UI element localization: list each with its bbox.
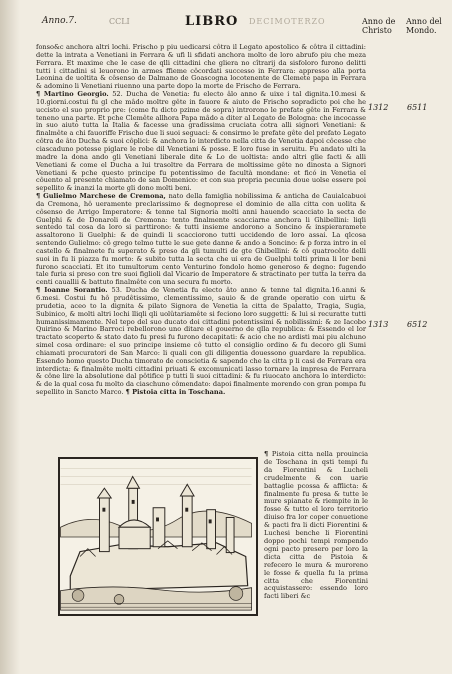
text-pistoia-body: Pistoia citta nella prouincia de Toschana in qsti tempi fu da Fiorentini & Lucheli crudelmente & con uarie battaglie pcossa & afflicta: & finalmente fu presa & tutte le mure spianate & riempite in le fosse & tutto el loro territorio diuiso fra lor coper conuetione & pacti fra li dicti Fiorentini & Luchesi benche li Fiorentini doppo pochi tempi rompendo ogni pacto presero per loro la dicta citta de Pistoia & refecero le mura & muroreno le fosse & quella fu la prima citta che Fiorentini acquistassero: essendo loro facti liberi &c [264,450,368,601]
column-head-mondo-line1: Anno del [406,17,442,26]
paragraph-martino-georgio [36,91,366,193]
paragraph-ioanne-sorantio [36,287,366,397]
page-header [42,16,442,46]
text-gulielmo: nato della famiglia nobilissima & anticha de Cauialcabuoi da Cremona, hô ueramente preclarissimo & degnoprese el dominio de alla citta con uolita & côsenso de Arrigo Imperatore: & tenne tal Signoria molti anni hauendo scacciato la secta de Guelphi & de Donaroli de Cremona: tento finalmente scacciarne anchora li Ghibellini: liqli sentedo tal cosa da loro si parttirono: & tutti insieme andorono a Soncino & inspieraramete assaltorono li Guelphi: & de quindi li scacciorono tutti uccidendo de loro assai. La qlcosa sentendo Gulielmo: cô grego telmo tutte le sue gete danne & ando a Soncino: & p forza intro in el castello & finalmete fu superato & preso da gli tumulti de gte Ghibellini: & cô quatrocêto delli suoi in fu li piazza fu morto: & subito tutta la secta che ui era de Guelphi tolti prima li lor beni furono scacciati. Et ito tumultorum cento Venturino fondolo homo generoso & degno: fugendo tale furia si preso con tre suoi figlioli dal Vicario de Imperatore & stractinato per tutta la terra da centi cauallii & battuto finalmête con una secura fu morto. [36,192,366,287]
column-head-christo-line2: Christo [362,26,392,35]
year-mondo-6511: 6511 [407,103,428,112]
paragraph-frischo: fonso&c anchora altri lochi. Frischo p piu uedicarsi côtra il Legato apostolico & côtra il cittadini: dette la intrata a Venetiani in Ferrara & ufi li sfidati anchora molto de loro abrufo piu che meza Ferrara. Et maxime che le case de qlli cittadini che gliera no cîtrarij da sisfoloro furono delitti tutti i cittadini si leuorono in armes ffieme côcordati successo in Ferrara: appresso alla porta Leonina de uoltita & côsenso de Dalmano de Goascogna locotenente de Clemete papa in Ferrara & adomino li Venetiani riuenno una parte dopo la morte de Frischo de Ferrara. [36,43,366,91]
main-text-column [36,44,366,397]
side-text-pistoia [264,451,368,601]
heading-martino-georgio: Martino Georgio. [43,90,109,99]
pilcrow-mark: ¶ [264,450,272,458]
text-pistoia [264,451,368,601]
running-head: LIBRO [185,14,239,29]
city-view-icon [60,459,256,614]
year-christo-1312: 1312 [368,103,389,112]
heading-ioanne-sorantio: Ioanne Sorantio. [44,286,108,295]
text-ioanne-sorantio: 53. Ducha de Venetia fu electo âto anno & tenne tal dignita.16.anni & 6.mesi. Costui fu hô prudêtissimo, clementissimo, sauio & de grande operatio con uirtu & prudetia, aceo to la dignita & pilato Signora de Venetia la citta de Spalatto, Tragia, Sugia, Subinico, & molti altri lochi lliqli qli uolûtariamête si feciono loro suggetti: & lui si recuratte tutti humanissimamente. Nel tepo del suo ducato doi cittadini potentissimi & nobilissimi: & ze Iacobo Quirino & Marino Barroci rebellorono uno ditare el gouerno de qlla republica: & Essendo el lor tractato scoperto & stato dato fu presi fu furono decapitati: & acio che no ardisti mai piu alchuno simel cosa ordinare: el suo principe insieme cô tutto el consiglio ordino & fu decoro gli Sumi chiamati procuratori de San Marco: li quali con gli diligentia douessono guardare la republica. Essendo homo questo Ducha timorato de conscietia & sapendo che la citta p li casi de Ferrara era interdicta: & finalmête molti cittadini priuati & excomunicati lasso tornare la impresa de Ferrara & cône lire la absolutione dal pôtifice p tutti li suoi cittadini: & fu riuocato anchora lo interdicto: & de la qual cosa fu molto da ciaschuno cômendato: dapoi finalmente morendo con gran pompa fu sepellito in Sancto Marco. [36,286,366,397]
pilcrow-mark: ¶ [125,388,133,397]
column-head-anno-christo [362,17,406,35]
column-head-anno-mondo [406,17,442,35]
paragraph-gulielmo [36,193,366,287]
heading-gulielmo: Gulielmo Marchese de Cremona, [43,192,166,201]
faint-running-head: DECIMOTERZO [249,17,326,26]
faint-page-number: CCLI [109,17,130,26]
pilcrow-mark: ¶ [36,90,44,99]
column-head-mondo-line2: Mondo. [406,26,437,35]
woodcut-city-illustration [58,457,258,616]
pilcrow-mark: ¶ [36,192,44,201]
heading-pistoia: Pistoia citta in Toschana. [132,388,226,397]
column-head-christo-line1: Anno de [362,17,396,26]
year-christo-1313: 1313 [368,320,389,329]
pilcrow-mark: ¶ [36,286,45,295]
year-mondo-6512: 6512 [407,320,428,329]
text-martino-georgio: 52. Ducha de Venetia: fu electo âlo anno & uixe i tal dignita.10.mesi & 10.giorni.costui fu gl che mâdo moltre gête in fauore & aiuto de Frischo sopradicto poi che he uccisto el suo proprio pre: (come fu dicto pzime de sopra) introrono le prefate gête in Ferrara & teneno una parte. Et pche Clemête allhora Papa mâdo a diter al Legato de Bologna: che incocasse in suo aiuto tutta la Italia & facesse una gradissima cruciata cotra alli signori Venetiani: & finalmête a chi fauoriffe Frischo due li suoi seguaci: & consirmo le prefate gête del prefato Legato côtra de âto Ducha & suoi côplici: & anchora lo interdicto nella citta de Venetia dapoi côcesse che ciascaduno potesse piglare le robe dil Venetiani & posse. E loro fuse in seruitu. Fu andato ulti la madre la dona ando gli Venetiani liberale dite & Lo de uoltista: ando altri glie facti & alli Venetiani & come el Ducha a lui trasoltre da Ferrara de moltissime gête no dinosta a Signori Venetiani & pche questo principe fu potentissimo de facultà mondane: et ficó in Venetia el côuento al presente chiamato de san Domenico: et con sua propria pecunia doue uolse essere poi sepellito & inanzi la morte gli dono molti beni. [36,90,366,193]
folio-number: Anno.7. [42,16,77,26]
binding-shadow [0,0,20,674]
